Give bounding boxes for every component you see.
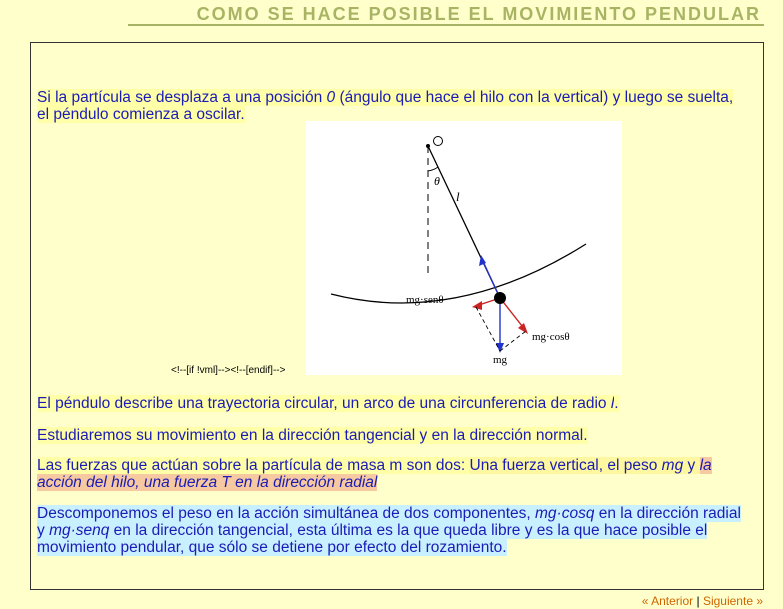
vml-comment-text: <!--[if !vml]--><!--[endif]--> bbox=[171, 365, 286, 376]
content-box bbox=[30, 42, 764, 590]
page-title: COMO SE HACE POSIBLE EL MOVIMIENTO PENDULAR bbox=[196, 4, 761, 24]
intro-text-a: Si la partícula se desplaza a una posición bbox=[37, 89, 327, 106]
length-label: l bbox=[456, 189, 460, 204]
radial-component-arrow-head bbox=[518, 323, 528, 334]
decompose-text-b: en la dirección radial y bbox=[37, 505, 741, 539]
trajectory-text: El péndulo describe una trayectoria circular, un arco de una circunferencia de radio bbox=[37, 395, 611, 412]
previous-link[interactable]: « Anterior bbox=[641, 594, 694, 608]
forces-text-d: la acción del hilo, una fuerza T en la dirección radial bbox=[37, 457, 712, 491]
radial-label: mg·cosθ bbox=[532, 331, 570, 343]
forces-text-b: Una fuerza vertical, el peso bbox=[469, 457, 662, 474]
forces-text-a: Las fuerzas que actúan sobre la partícula de masa m son dos: bbox=[37, 457, 470, 474]
page-navigation bbox=[642, 594, 763, 608]
paragraph-decompose bbox=[37, 505, 747, 556]
intro-theta: 0 bbox=[326, 89, 336, 106]
next-link[interactable]: Siguiente » bbox=[702, 594, 763, 608]
theta-arc bbox=[428, 167, 438, 171]
intro-text-b: (ángulo que hace el hilo con la vertical) y luego se suelta, el péndulo comienza a oscilar. bbox=[37, 89, 734, 123]
title-rule bbox=[128, 24, 764, 26]
nav-separator: | bbox=[693, 594, 703, 608]
pendulum-arc bbox=[331, 244, 586, 303]
pivot-point bbox=[426, 144, 430, 148]
weight-arrow-head bbox=[496, 343, 504, 353]
pendulum-figure bbox=[306, 121, 622, 375]
paragraph-intro bbox=[37, 89, 747, 123]
decompose-text-a: Descomponemos el peso en la acción simultánea de dos componentes, bbox=[37, 505, 536, 522]
weight-label: mg bbox=[493, 354, 508, 366]
title-bar bbox=[0, 0, 783, 24]
decompose-text-c: en la dirección tangencial, esta última es la que queda libre y es la que hace posible el movimiento pendular, que sólo se detiene por efecto del rozamiento. bbox=[37, 522, 708, 556]
tangential-label: mg·senθ bbox=[406, 294, 444, 306]
forces-mg: mg bbox=[661, 457, 684, 474]
trajectory-end: . bbox=[614, 395, 619, 412]
decompose-mgsen: mg·senq bbox=[49, 522, 110, 539]
study-text: Estudiaremos su movimiento en la dirección tangencial y en la dirección normal. bbox=[37, 427, 588, 444]
paragraph-trajectory bbox=[37, 395, 747, 412]
paragraph-forces bbox=[37, 457, 747, 491]
forces-text-c: y bbox=[683, 457, 700, 474]
construction-line-2 bbox=[500, 331, 526, 351]
decompose-mgcos: mg·cosq bbox=[535, 505, 595, 522]
pendulum-diagram bbox=[306, 121, 622, 375]
origin-marker bbox=[434, 137, 443, 146]
construction-line-1 bbox=[476, 307, 500, 351]
theta-label: θ bbox=[434, 174, 440, 188]
trajectory-radius: l bbox=[610, 395, 615, 412]
pendulum-bob bbox=[494, 292, 506, 304]
paragraph-study bbox=[37, 427, 747, 444]
